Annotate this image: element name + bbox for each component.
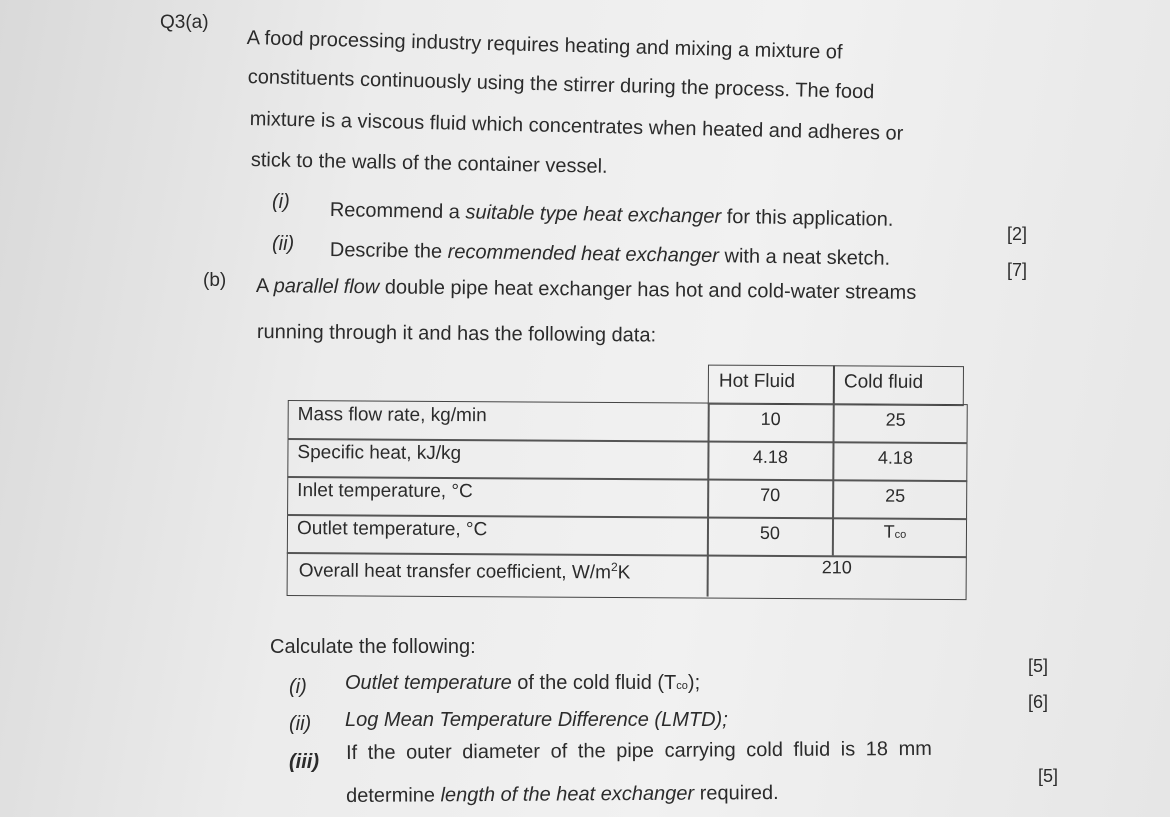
text-fragment: Recommend a bbox=[329, 199, 466, 224]
row-label: Specific heat, kJ/kg bbox=[297, 442, 462, 465]
subquestion-number: (i) bbox=[289, 676, 307, 698]
text-fragment: A bbox=[255, 275, 274, 298]
table-header-divider bbox=[833, 365, 835, 403]
text-fragment: double pipe heat exchanger has hot and cold-water streams bbox=[379, 276, 917, 304]
italic-fragment: parallel flow bbox=[273, 275, 380, 299]
marks-badge: [7] bbox=[1007, 260, 1028, 280]
symbol: T bbox=[883, 521, 895, 542]
cold-value: 25 bbox=[885, 485, 906, 506]
marks-badge: [6] bbox=[1028, 692, 1049, 712]
hot-value: 4.18 bbox=[752, 446, 789, 468]
cold-value: 4.18 bbox=[877, 447, 914, 468]
cold-value: 25 bbox=[885, 409, 906, 430]
question-label: Q3(a) bbox=[160, 12, 209, 33]
marks-badge: [2] bbox=[1007, 224, 1028, 244]
subquestion-ii-text bbox=[330, 240, 891, 269]
data-table bbox=[287, 362, 968, 598]
column-header-hot: Hot Fluid bbox=[718, 370, 795, 393]
italic-fragment: Outlet temperature bbox=[345, 672, 512, 694]
calc-ii-text: Log Mean Temperature Difference (LMTD); bbox=[345, 709, 728, 731]
subquestion-number: (iii) bbox=[289, 751, 319, 773]
marks-badge: [5] bbox=[1038, 766, 1059, 786]
subquestion-number: (ii) bbox=[289, 713, 312, 735]
paragraph-line: constituents continuously using the stirrer during the process. The food bbox=[247, 66, 875, 104]
row-label: Outlet temperature, °C bbox=[296, 518, 488, 541]
subscript: co bbox=[894, 528, 907, 541]
text-fragment: for this application. bbox=[720, 205, 894, 231]
subquestion-i-text bbox=[330, 200, 894, 230]
overall-value: 210 bbox=[821, 557, 852, 578]
text-fragment: required. bbox=[694, 781, 779, 805]
subquestion-number: (ii) bbox=[272, 233, 295, 255]
question-3b-line1 bbox=[256, 276, 917, 303]
calc-iii-line2 bbox=[346, 783, 779, 806]
superscript: 2 bbox=[610, 559, 618, 575]
italic-fragment: suitable type heat exchanger bbox=[465, 201, 722, 228]
calc-intro: Calculate the following: bbox=[270, 636, 476, 658]
text-fragment: determine bbox=[345, 784, 441, 807]
subquestion-number: (i) bbox=[272, 191, 290, 213]
calc-iii-line1: If the outer diameter of the pipe carrying cold fluid is 18 mm bbox=[345, 737, 932, 764]
text-fragment: Overall heat transfer coefficient, W/m bbox=[298, 560, 612, 584]
paragraph-line: stick to the walls of the container vessel. bbox=[250, 149, 608, 178]
question-3b-line2: running through it and has the following data: bbox=[256, 321, 657, 347]
paragraph-line: A food processing industry requires heating and mixing a mixture of bbox=[246, 27, 843, 64]
column-header-cold: Cold fluid bbox=[843, 371, 924, 393]
italic-fragment: length of the heat exchanger bbox=[440, 782, 695, 807]
hot-value: 50 bbox=[759, 522, 781, 544]
italic-fragment: recommended heat exchanger bbox=[447, 240, 720, 268]
paragraph-line: mixture is a viscous fluid which concentrates when heated and adheres or bbox=[249, 108, 904, 145]
text-fragment: of the cold fluid (T bbox=[511, 672, 677, 694]
hot-value: 10 bbox=[760, 408, 781, 430]
cold-value bbox=[840, 521, 950, 543]
text-fragment: with a neat sketch. bbox=[718, 245, 891, 270]
question-label: (b) bbox=[203, 270, 227, 291]
text-fragment: K bbox=[617, 562, 631, 584]
hot-value: 70 bbox=[760, 484, 781, 506]
text-fragment: Describe the bbox=[329, 239, 448, 263]
row-label: Inlet temperature, °C bbox=[297, 480, 473, 503]
subscript: co bbox=[676, 680, 688, 692]
calc-i-text bbox=[345, 673, 700, 696]
marks-badge: [5] bbox=[1028, 656, 1049, 676]
row-label bbox=[299, 558, 631, 584]
text-fragment: ); bbox=[687, 672, 701, 694]
row-label: Mass flow rate, kg/min bbox=[297, 404, 487, 427]
